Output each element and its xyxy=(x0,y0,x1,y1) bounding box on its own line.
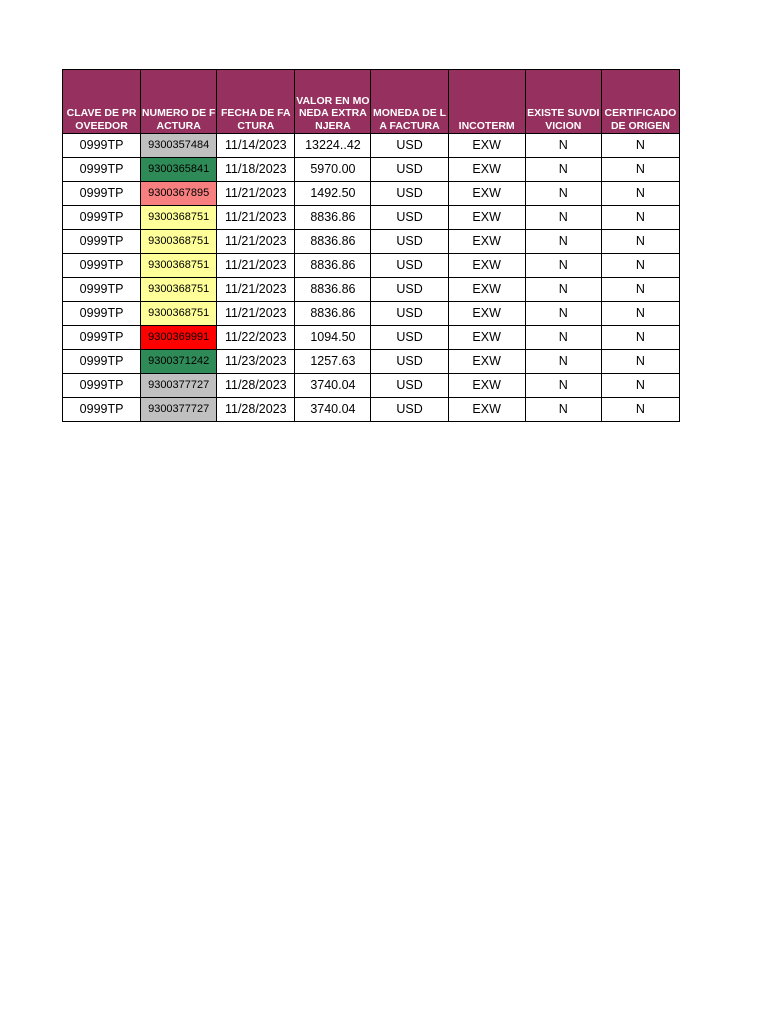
cell-incoterm[interactable]: EXW xyxy=(448,230,525,254)
cell-clave-proveedor[interactable]: 0999TP xyxy=(63,302,141,326)
cell-numero-factura[interactable]: 9300368751 xyxy=(141,230,217,254)
cell-existe-subdivision[interactable]: N xyxy=(525,182,601,206)
header-incoterm: INCOTERM xyxy=(448,70,525,134)
cell-valor-moneda-extranjera[interactable]: 3740.04 xyxy=(295,398,371,422)
cell-clave-proveedor[interactable]: 0999TP xyxy=(63,182,141,206)
header-numero-factura: NUMERO DE FACTURA xyxy=(141,70,217,134)
cell-moneda-factura[interactable]: USD xyxy=(371,134,448,158)
cell-existe-subdivision[interactable]: N xyxy=(525,374,601,398)
cell-certificado-origen[interactable]: N xyxy=(601,374,679,398)
cell-moneda-factura[interactable]: USD xyxy=(371,206,448,230)
cell-valor-moneda-extranjera[interactable]: 13224..42 xyxy=(295,134,371,158)
cell-certificado-origen[interactable]: N xyxy=(601,158,679,182)
cell-valor-moneda-extranjera[interactable]: 8836.86 xyxy=(295,302,371,326)
table-row xyxy=(63,278,680,302)
cell-clave-proveedor[interactable]: 0999TP xyxy=(63,206,141,230)
cell-valor-moneda-extranjera[interactable]: 5970.00 xyxy=(295,158,371,182)
cell-numero-factura[interactable]: 9300377727 xyxy=(141,374,217,398)
cell-clave-proveedor[interactable]: 0999TP xyxy=(63,134,141,158)
cell-moneda-factura[interactable]: USD xyxy=(371,182,448,206)
table-row xyxy=(63,350,680,374)
table-row xyxy=(63,374,680,398)
cell-numero-factura[interactable]: 9300369991 xyxy=(141,326,217,350)
cell-certificado-origen[interactable]: N xyxy=(601,230,679,254)
cell-clave-proveedor[interactable]: 0999TP xyxy=(63,398,141,422)
cell-incoterm[interactable]: EXW xyxy=(448,278,525,302)
cell-moneda-factura[interactable]: USD xyxy=(371,278,448,302)
cell-incoterm[interactable]: EXW xyxy=(448,350,525,374)
cell-incoterm[interactable]: EXW xyxy=(448,182,525,206)
cell-clave-proveedor[interactable]: 0999TP xyxy=(63,326,141,350)
cell-fecha-factura[interactable]: 11/21/2023 xyxy=(217,182,295,206)
cell-moneda-factura[interactable]: USD xyxy=(371,230,448,254)
cell-fecha-factura[interactable]: 11/18/2023 xyxy=(217,158,295,182)
cell-valor-moneda-extranjera[interactable]: 8836.86 xyxy=(295,278,371,302)
cell-moneda-factura[interactable]: USD xyxy=(371,158,448,182)
cell-incoterm[interactable]: EXW xyxy=(448,134,525,158)
cell-valor-moneda-extranjera[interactable]: 1492.50 xyxy=(295,182,371,206)
cell-incoterm[interactable]: EXW xyxy=(448,398,525,422)
cell-incoterm[interactable]: EXW xyxy=(448,374,525,398)
cell-numero-factura[interactable]: 9300365841 xyxy=(141,158,217,182)
cell-incoterm[interactable]: EXW xyxy=(448,326,525,350)
cell-valor-moneda-extranjera[interactable]: 8836.86 xyxy=(295,206,371,230)
cell-numero-factura[interactable]: 9300367895 xyxy=(141,182,217,206)
cell-existe-subdivision[interactable]: N xyxy=(525,278,601,302)
cell-certificado-origen[interactable]: N xyxy=(601,398,679,422)
table-row xyxy=(63,230,680,254)
cell-incoterm[interactable]: EXW xyxy=(448,254,525,278)
cell-fecha-factura[interactable]: 11/21/2023 xyxy=(217,230,295,254)
cell-clave-proveedor[interactable]: 0999TP xyxy=(63,374,141,398)
cell-existe-subdivision[interactable]: N xyxy=(525,398,601,422)
cell-incoterm[interactable]: EXW xyxy=(448,206,525,230)
cell-certificado-origen[interactable]: N xyxy=(601,182,679,206)
cell-fecha-factura[interactable]: 11/14/2023 xyxy=(217,134,295,158)
cell-clave-proveedor[interactable]: 0999TP xyxy=(63,230,141,254)
cell-moneda-factura[interactable]: USD xyxy=(371,398,448,422)
cell-existe-subdivision[interactable]: N xyxy=(525,134,601,158)
cell-valor-moneda-extranjera[interactable]: 1257.63 xyxy=(295,350,371,374)
header-row xyxy=(63,70,680,134)
cell-moneda-factura[interactable]: USD xyxy=(371,254,448,278)
cell-existe-subdivision[interactable]: N xyxy=(525,326,601,350)
cell-numero-factura[interactable]: 9300371242 xyxy=(141,350,217,374)
cell-fecha-factura[interactable]: 11/28/2023 xyxy=(217,374,295,398)
cell-moneda-factura[interactable]: USD xyxy=(371,302,448,326)
cell-certificado-origen[interactable]: N xyxy=(601,134,679,158)
table-row xyxy=(63,158,680,182)
table-row xyxy=(63,134,680,158)
header-existe-subdivision: EXISTE SUVDIVICION xyxy=(525,70,601,134)
cell-clave-proveedor[interactable]: 0999TP xyxy=(63,278,141,302)
cell-moneda-factura[interactable]: USD xyxy=(371,326,448,350)
cell-numero-factura[interactable]: 9300368751 xyxy=(141,278,217,302)
header-valor-moneda-extranjera: VALOR EN MONEDA EXTRANJERA xyxy=(295,70,371,134)
invoice-rows xyxy=(63,134,680,422)
invoice-table xyxy=(62,69,680,422)
cell-valor-moneda-extranjera[interactable]: 3740.04 xyxy=(295,374,371,398)
cell-numero-factura[interactable]: 9300357484 xyxy=(141,134,217,158)
cell-existe-subdivision[interactable]: N xyxy=(525,206,601,230)
cell-valor-moneda-extranjera[interactable]: 1094.50 xyxy=(295,326,371,350)
cell-clave-proveedor[interactable]: 0999TP xyxy=(63,158,141,182)
cell-certificado-origen[interactable]: N xyxy=(601,326,679,350)
table-row xyxy=(63,206,680,230)
cell-fecha-factura[interactable]: 11/21/2023 xyxy=(217,278,295,302)
header-moneda-factura: MONEDA DE LA FACTURA xyxy=(371,70,448,134)
table-row xyxy=(63,182,680,206)
cell-moneda-factura[interactable]: USD xyxy=(371,374,448,398)
cell-certificado-origen[interactable]: N xyxy=(601,302,679,326)
header-certificado-origen: CERTIFICADO DE ORIGEN xyxy=(601,70,679,134)
cell-fecha-factura[interactable]: 11/21/2023 xyxy=(217,254,295,278)
cell-incoterm[interactable]: EXW xyxy=(448,158,525,182)
table-row xyxy=(63,398,680,422)
cell-valor-moneda-extranjera[interactable]: 8836.86 xyxy=(295,230,371,254)
cell-numero-factura[interactable]: 9300368751 xyxy=(141,254,217,278)
cell-certificado-origen[interactable]: N xyxy=(601,350,679,374)
table-row xyxy=(63,254,680,278)
cell-fecha-factura[interactable]: 11/23/2023 xyxy=(217,350,295,374)
cell-existe-subdivision[interactable]: N xyxy=(525,158,601,182)
cell-certificado-origen[interactable]: N xyxy=(601,206,679,230)
cell-clave-proveedor[interactable]: 0999TP xyxy=(63,350,141,374)
cell-fecha-factura[interactable]: 11/22/2023 xyxy=(217,326,295,350)
cell-incoterm[interactable]: EXW xyxy=(448,302,525,326)
cell-valor-moneda-extranjera[interactable]: 8836.86 xyxy=(295,254,371,278)
cell-certificado-origen[interactable]: N xyxy=(601,254,679,278)
cell-existe-subdivision[interactable]: N xyxy=(525,302,601,326)
cell-existe-subdivision[interactable]: N xyxy=(525,254,601,278)
cell-existe-subdivision[interactable]: N xyxy=(525,230,601,254)
cell-fecha-factura[interactable]: 11/21/2023 xyxy=(217,206,295,230)
cell-numero-factura[interactable]: 9300377727 xyxy=(141,398,217,422)
header-fecha-factura: FECHA DE FACTURA xyxy=(217,70,295,134)
cell-clave-proveedor[interactable]: 0999TP xyxy=(63,254,141,278)
header-clave-proveedor: CLAVE DE PROVEEDOR xyxy=(63,70,141,134)
cell-numero-factura[interactable]: 9300368751 xyxy=(141,206,217,230)
cell-fecha-factura[interactable]: 11/28/2023 xyxy=(217,398,295,422)
cell-existe-subdivision[interactable]: N xyxy=(525,350,601,374)
cell-numero-factura[interactable]: 9300368751 xyxy=(141,302,217,326)
cell-moneda-factura[interactable]: USD xyxy=(371,350,448,374)
table-row xyxy=(63,302,680,326)
table-row xyxy=(63,326,680,350)
cell-certificado-origen[interactable]: N xyxy=(601,278,679,302)
cell-fecha-factura[interactable]: 11/21/2023 xyxy=(217,302,295,326)
